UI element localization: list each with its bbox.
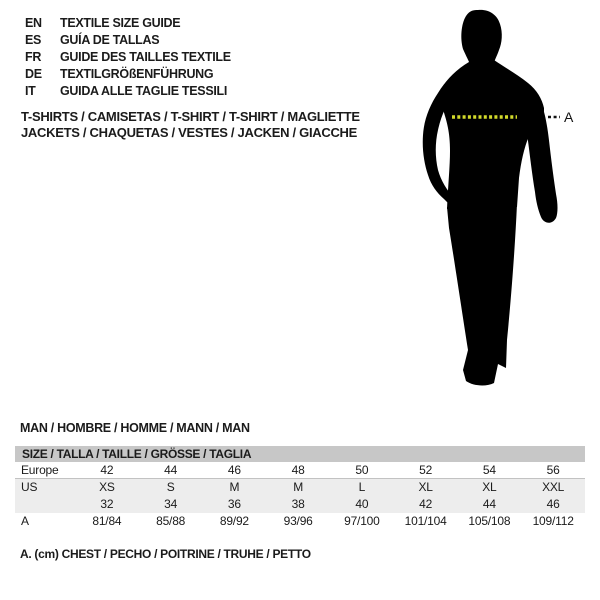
size-cell: 101/104 (404, 514, 447, 528)
language-title: TEXTILE SIZE GUIDE (60, 16, 181, 30)
measure-label-a: A (564, 109, 574, 125)
language-title: TEXTILGRÖßENFÜHRUNG (60, 67, 214, 81)
size-cell: M (293, 480, 304, 494)
size-cell: 85/88 (156, 514, 186, 528)
size-table-header: SIZE / TALLA / TAILLE / GRÖSSE / TAGLIA (15, 446, 585, 462)
row-label: A (21, 514, 29, 528)
silhouette-legs (447, 204, 517, 385)
size-cell: 48 (291, 463, 305, 477)
table-row-europe (15, 462, 585, 479)
size-cell: XL (418, 480, 433, 494)
category-tshirts: T-SHIRTS / CAMISETAS / T-SHIRT / T-SHIRT / MAGLIETTE (21, 109, 360, 124)
size-cell: 36 (227, 497, 241, 511)
garment-categories (21, 109, 360, 140)
row-label: US (21, 480, 38, 494)
row-label (15, 496, 75, 513)
size-cell: 56 (546, 463, 560, 477)
size-cell: 34 (164, 497, 178, 511)
table-row-chest (15, 513, 585, 530)
category-jackets: JACKETS / CHAQUETAS / VESTES / JACKEN / GIACCHE (21, 124, 357, 140)
man-silhouette (390, 0, 600, 400)
size-cell: 42 (100, 463, 114, 477)
size-cell: 52 (419, 463, 433, 477)
size-cell: XS (99, 480, 115, 494)
language-title: GUIDA ALLE TAGLIE TESSILI (60, 84, 228, 98)
size-cell: 109/112 (532, 514, 574, 528)
language-row (25, 66, 231, 83)
language-row (25, 49, 231, 66)
size-cell: 40 (355, 497, 369, 511)
size-cell: 38 (291, 497, 305, 511)
size-cell: 81/84 (92, 514, 122, 528)
table-row-us (15, 479, 585, 496)
section-title-man: MAN / HOMBRE / HOMME / MANN / MAN (20, 421, 250, 435)
language-code: FR (25, 50, 42, 64)
language-code: IT (25, 84, 36, 98)
language-code: EN (25, 16, 42, 30)
size-cell: XXL (542, 480, 565, 494)
language-code: DE (25, 67, 42, 81)
language-title: GUÍA DE TALLAS (60, 33, 160, 47)
size-cell: M (229, 480, 240, 494)
row-label: Europe (21, 463, 59, 477)
language-code: ES (25, 33, 42, 47)
language-row (25, 83, 231, 100)
language-title: GUIDE DES TAILLES TEXTILE (60, 50, 231, 64)
size-cell: 54 (482, 463, 496, 477)
size-cell: S (166, 480, 175, 494)
size-cell: L (358, 480, 366, 494)
size-cell: 46 (227, 463, 241, 477)
size-cell: 89/92 (219, 514, 249, 528)
man-silhouette-figure (390, 0, 600, 400)
size-cell: 105/108 (468, 514, 511, 528)
size-cell: XL (482, 480, 497, 494)
size-cell: 93/96 (283, 514, 313, 528)
size-cell: 32 (100, 497, 114, 511)
size-cell: 44 (164, 463, 178, 477)
size-cell: 97/100 (344, 514, 380, 528)
size-cell: 50 (355, 463, 369, 477)
size-cell: 44 (482, 497, 496, 511)
size-cell: 46 (546, 497, 560, 511)
language-row (25, 15, 231, 32)
silhouette-head (461, 10, 501, 67)
table-row-numeric (15, 496, 585, 513)
size-table (15, 446, 585, 530)
footnote-chest-measure: A. (cm) CHEST / PECHO / POITRINE / TRUHE / PETTO (20, 547, 311, 561)
size-cell: 42 (419, 497, 433, 511)
language-row (25, 32, 231, 49)
language-list (25, 15, 231, 100)
